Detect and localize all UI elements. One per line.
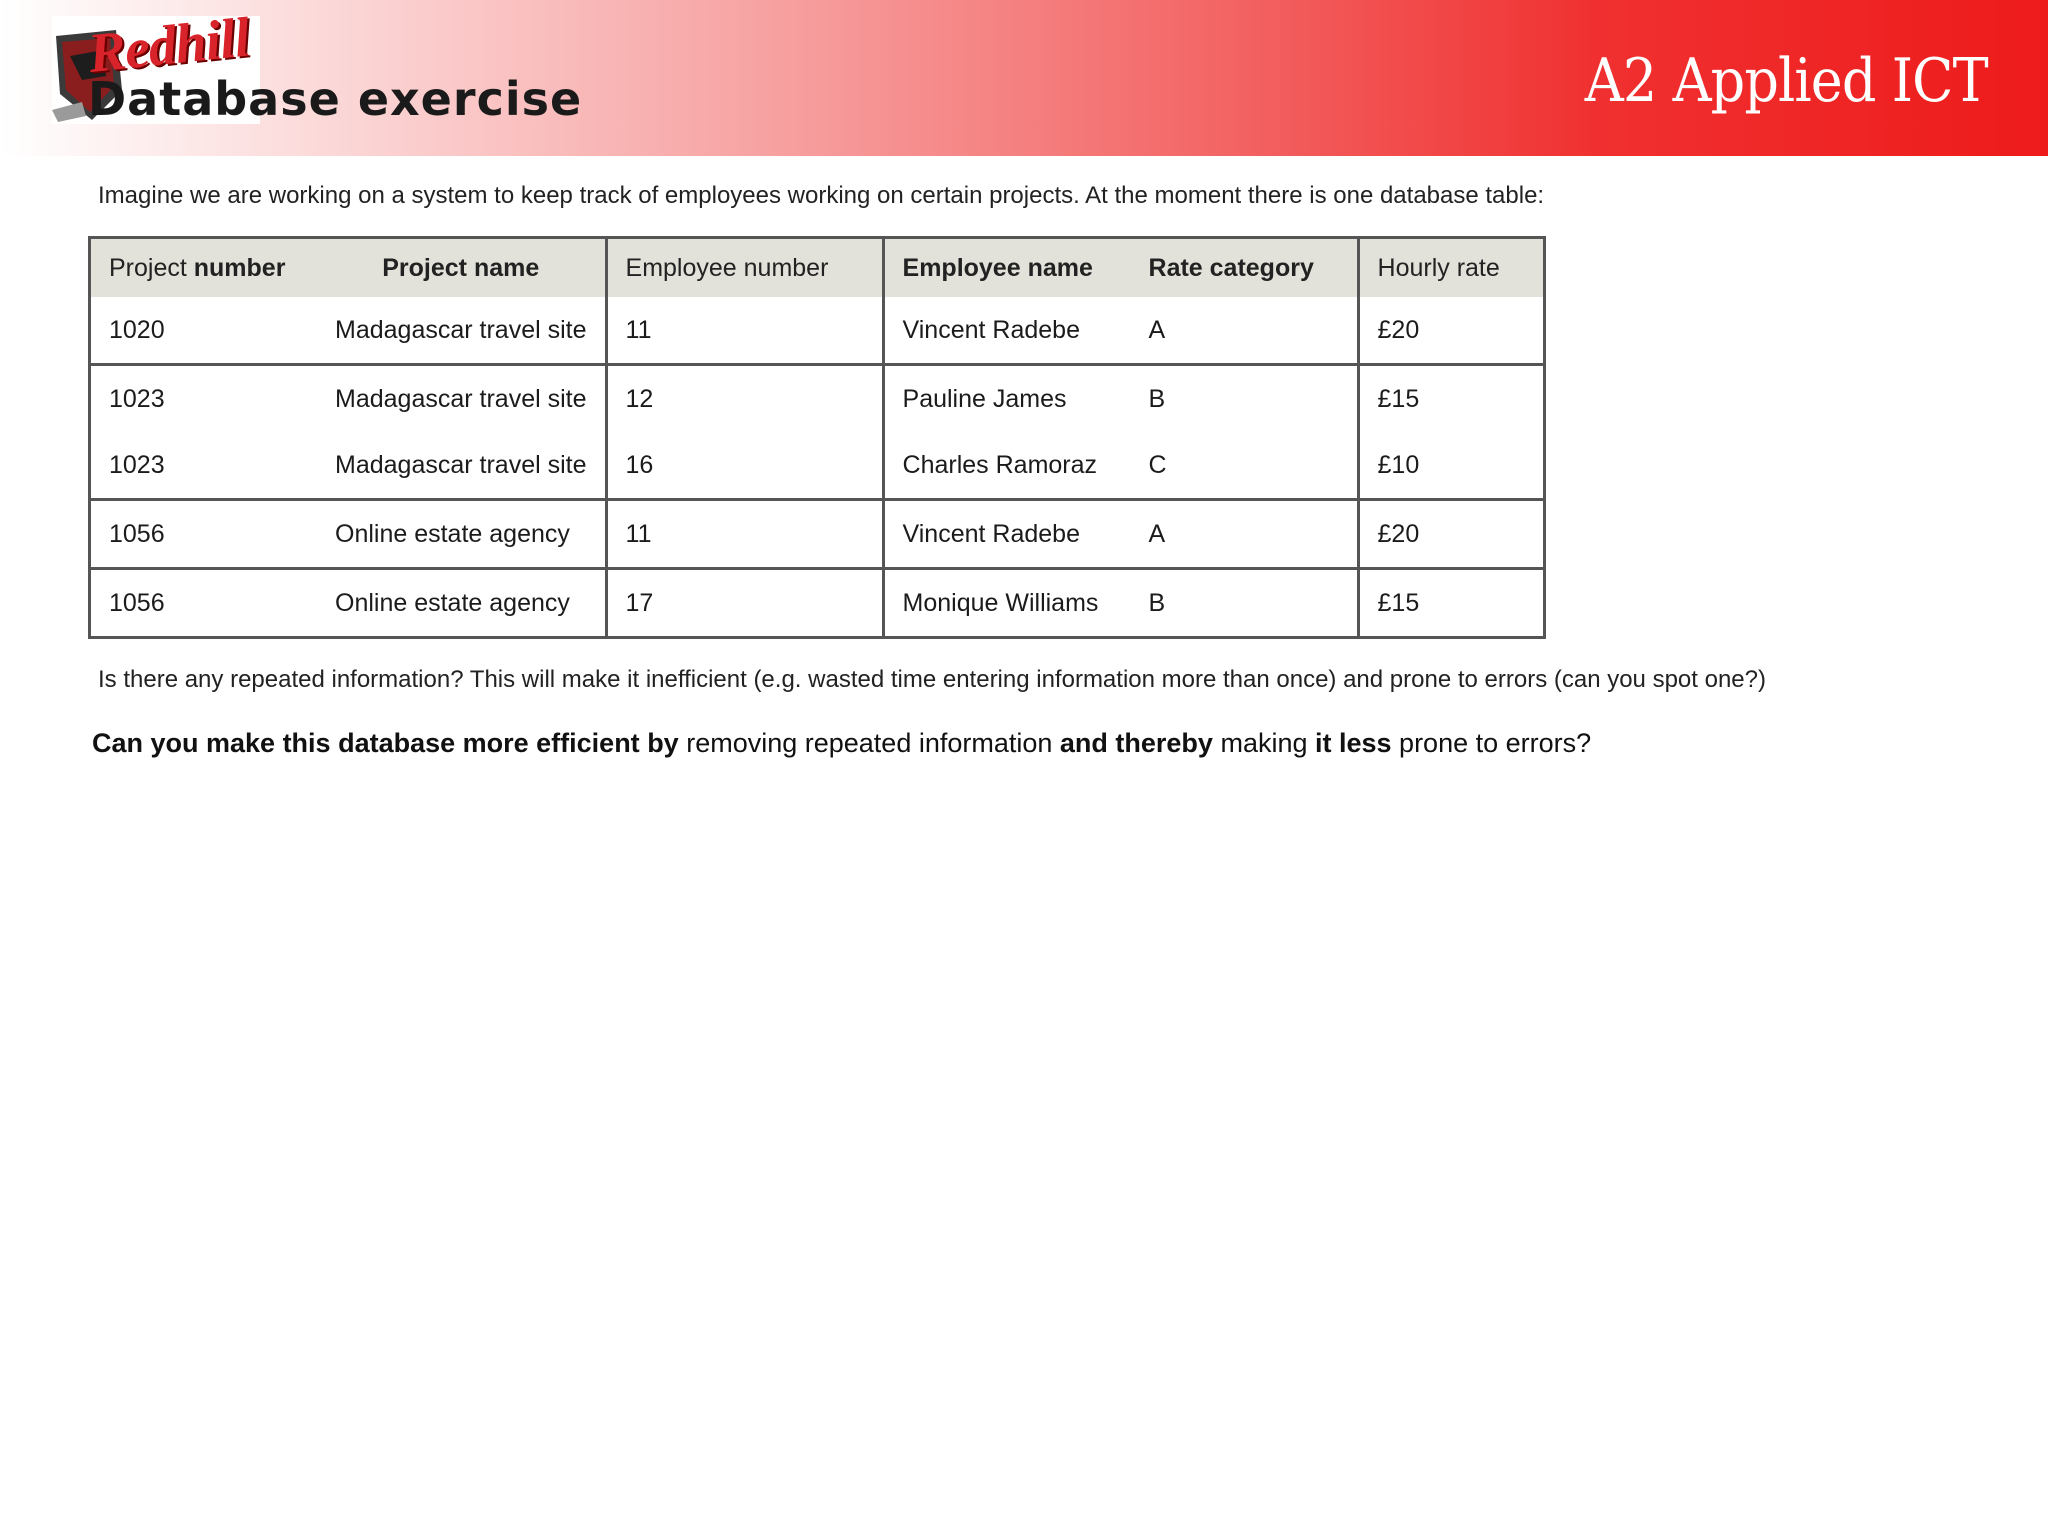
cell-hourly-rate: £20 bbox=[1358, 297, 1544, 365]
cell-employee-number: 11 bbox=[606, 297, 883, 365]
header-hourly-rate: Hourly rate bbox=[1358, 238, 1544, 298]
cell-employee-name: Vincent Radebe bbox=[883, 297, 1131, 365]
page-title: Database exercise bbox=[88, 72, 583, 126]
cell-project-name: Online estate agency bbox=[317, 500, 606, 569]
intro-paragraph: Imagine we are working on a system to keep track of employees working on certain projects. At the moment there is one database table: bbox=[98, 182, 1545, 209]
cell-project-number: 1056 bbox=[90, 569, 318, 638]
header-project-name: Project name bbox=[317, 238, 606, 298]
cell-employee-name: Monique Williams bbox=[883, 569, 1131, 638]
cell-rate-category: C bbox=[1148, 450, 1167, 479]
repeated-info-paragraph: Is there any repeated information? This will make it inefficient (e.g. wasted time entering information more than once) and prone to errors (can you spot one?) bbox=[98, 666, 1766, 693]
table-header-row bbox=[90, 238, 1545, 298]
cell-project-number: 1020 bbox=[109, 315, 165, 344]
question-segment: and thereby bbox=[1052, 728, 1221, 758]
cell-rate-category: B bbox=[1131, 569, 1359, 638]
cell-project-number: 1056 bbox=[90, 500, 318, 569]
cell-rate-category: A bbox=[1148, 315, 1166, 344]
cell-project-name: Madagascar travel site bbox=[335, 450, 587, 479]
cell-hourly-rate: £15 bbox=[1358, 365, 1544, 433]
logo-text: Redhill bbox=[85, 6, 253, 86]
cell-hourly-rate: £10 bbox=[1358, 432, 1544, 500]
question-segment: by bbox=[639, 728, 687, 758]
question-segment: prone to errors? bbox=[1399, 728, 1592, 758]
question-segment: removing repeated information bbox=[686, 728, 1053, 758]
table-row bbox=[90, 569, 1545, 638]
table-row bbox=[90, 500, 1545, 569]
cell-project-number: 1023 bbox=[90, 365, 318, 433]
table-row bbox=[90, 297, 1545, 365]
header-rate-category: Rate category bbox=[1131, 238, 1359, 298]
header-employee-name: Employee name bbox=[883, 238, 1131, 298]
header-employee-number: Employee number bbox=[606, 238, 883, 298]
question-segment: Can you make this database more bbox=[92, 728, 537, 758]
course-title: A2 Applied ICT bbox=[1585, 46, 1988, 116]
question-segment: efficient bbox=[536, 728, 640, 758]
cell-employee-number: 11 bbox=[606, 500, 883, 569]
cell-rate-category: A bbox=[1131, 500, 1359, 569]
cell-employee-name: Charles Ramoraz bbox=[883, 432, 1131, 500]
header-project-number: Project number bbox=[90, 238, 318, 298]
table-body bbox=[90, 297, 1545, 638]
table-row bbox=[90, 432, 1545, 500]
question-segment: making bbox=[1220, 728, 1315, 758]
cell-employee-name: Vincent Radebe bbox=[883, 500, 1131, 569]
question-segment: it less bbox=[1315, 728, 1400, 758]
cell-project-name: Madagascar travel site bbox=[317, 365, 606, 433]
cell-rate-category: B bbox=[1131, 365, 1359, 433]
cell-employee-name: Pauline James bbox=[883, 365, 1131, 433]
table-row bbox=[90, 365, 1545, 433]
cell-employee-number: 12 bbox=[606, 365, 883, 433]
cell-project-name: Online estate agency bbox=[317, 569, 606, 638]
employee-projects-table bbox=[88, 236, 1546, 639]
cell-employee-number: 16 bbox=[606, 432, 883, 500]
cell-employee-number: 17 bbox=[606, 569, 883, 638]
question-text bbox=[92, 728, 1591, 759]
cell-hourly-rate: £20 bbox=[1358, 500, 1544, 569]
cell-project-name: Madagascar travel site bbox=[335, 315, 587, 344]
cell-project-number: 1023 bbox=[109, 450, 165, 479]
cell-hourly-rate: £15 bbox=[1358, 569, 1544, 638]
